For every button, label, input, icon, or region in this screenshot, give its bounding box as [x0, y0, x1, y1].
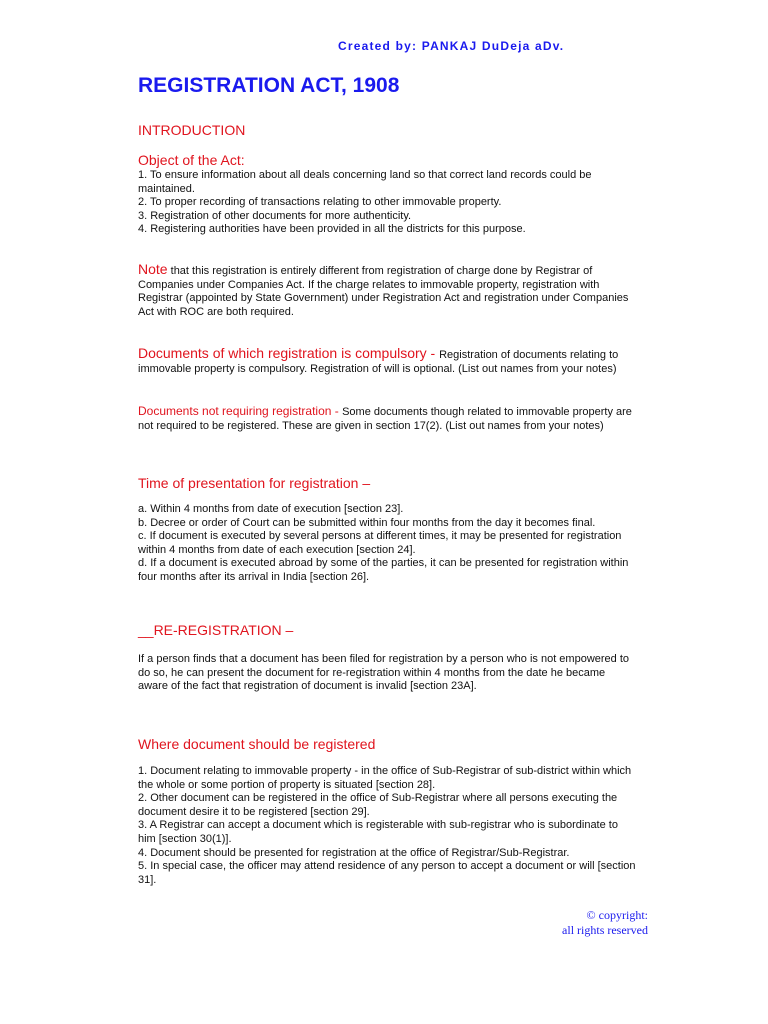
copyright-notice: [562, 908, 648, 938]
time-item: d. If a document is executed abroad by some of the parties, it can be presented for registration within four months after its arrival in India [section 26].: [138, 557, 629, 583]
not-requiring-text: Some documents though related to immovable property are not required to be registered. These are given in section 17(2). (List out names from your notes): [138, 406, 632, 432]
page-title: REGISTRATION ACT, 1908: [138, 74, 400, 97]
note-paragraph: [138, 263, 638, 319]
time-item: a. Within 4 months from date of execution [section 23].: [138, 503, 404, 515]
copyright-line: © copyright:: [586, 908, 648, 922]
where-item: 5. In special case, the officer may attend residence of any person to accept a document or will [section 31].: [138, 860, 636, 886]
introduction-heading: INTRODUCTION: [138, 122, 246, 138]
where-item: 1. Document relating to immovable property - in the office of Sub-Registrar of sub-district within which the whole or some portion of property is situated [section 28].: [138, 765, 632, 791]
re-registration-heading: __RE-REGISTRATION –: [138, 622, 294, 638]
object-heading: Object of the Act:: [138, 152, 245, 168]
object-item: 3. Registration of other documents for more authenticity.: [138, 209, 412, 222]
object-item: 4. Registering authorities have been provided in all the districts for this purpose.: [138, 223, 526, 236]
creator-line: Created by: PANKAJ DuDeja aDv.: [338, 39, 565, 53]
object-section: [138, 152, 638, 237]
compulsory-label: Documents of which registration is compulsory -: [138, 345, 440, 361]
not-requiring-label: Documents not requiring registration -: [138, 404, 343, 418]
rights-line: all rights reserved: [562, 923, 648, 937]
where-item: 3. A Registrar can accept a document which is registerable with sub-registrar who is subordinate to him [section 30(1)].: [138, 819, 618, 845]
note-label: Note: [138, 261, 168, 277]
time-list: [138, 503, 638, 585]
where-list: [138, 765, 638, 887]
compulsory-paragraph: [138, 347, 638, 376]
re-registration-text: If a person finds that a document has been filed for registration by a person who is not empowered to do so, he can present the document for re-registration within 4 months from the date he became aware of the fact that registration of document is invalid [section 23A].: [138, 653, 630, 693]
not-requiring-paragraph: [138, 405, 638, 433]
where-heading: Where document should be registered: [138, 736, 376, 752]
compulsory-text: Registration of documents relating to immovable property is compulsory. Registration of will is optional. (List out names from your notes): [138, 349, 619, 375]
time-item: b. Decree or order of Court can be submitted within four months from the day it becomes final.: [138, 516, 596, 529]
time-heading: Time of presentation for registration –: [138, 475, 371, 491]
where-item: 2. Other document can be registered in the office of Sub-Registrar where all persons executing the document desire it to be registered [section 29].: [138, 792, 618, 818]
object-item: 2. To proper recording of transactions relating to other immovable property.: [138, 196, 502, 209]
time-item: c. If document is executed by several persons at different times, it may be presented for registration within 4 months from date of each execution [section 24].: [138, 530, 622, 556]
note-text: that this registration is entirely different from registration of charge done by Registrar of Companies under Companies Act. If the charge relates to immovable property, registration with Registrar (appointed by State Government) under Registration Act and registration under Companies Act with ROC are both required.: [138, 265, 629, 318]
object-item: 1. To ensure information about all deals concerning land so that correct land records could be maintained.: [138, 169, 592, 195]
re-registration-paragraph: [138, 653, 638, 694]
where-item: 4. Document should be presented for registration at the office of Registrar/Sub-Registrar.: [138, 846, 570, 859]
